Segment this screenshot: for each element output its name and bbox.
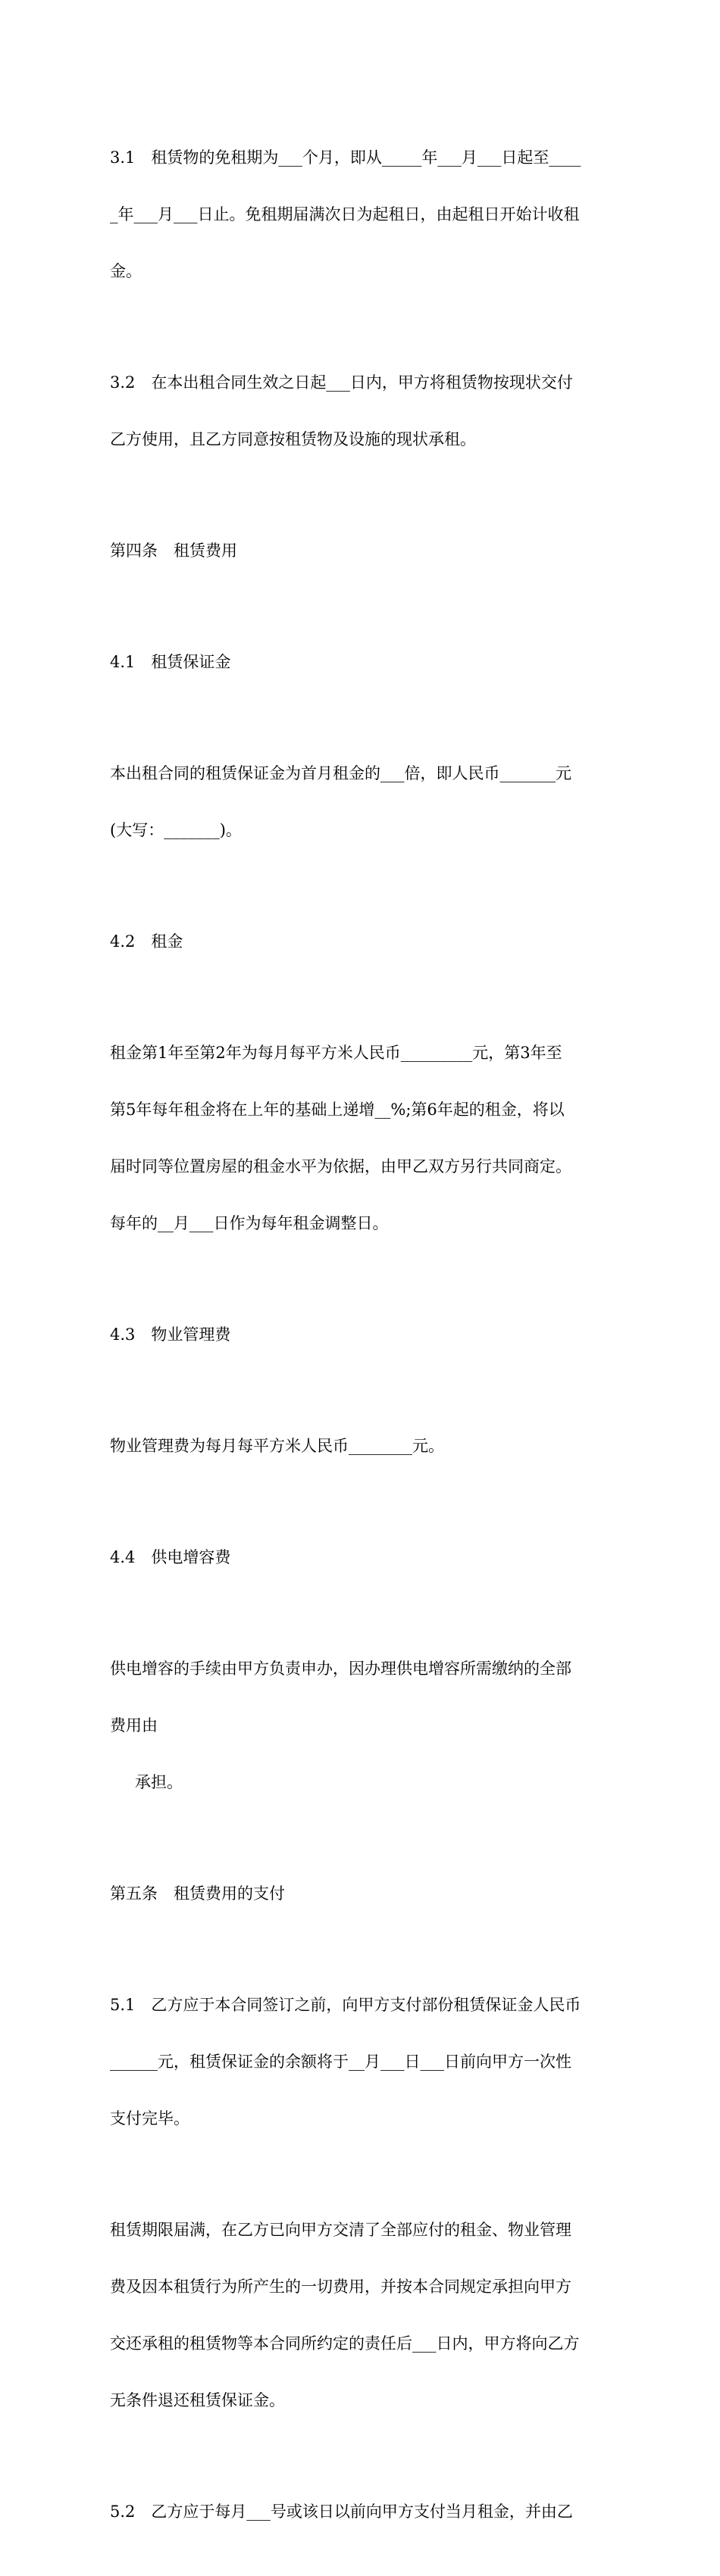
text-line: ______元，租赁保证金的余额将于__月___日___日前向甲方一次性 [110,2053,571,2071]
clause-4-1-heading [110,615,614,710]
text-line: 第5年每年租金将在上年的基础上递增__%;第6年起的租金，将以 [110,1101,565,1119]
heading-text: 4.2 租金 [110,932,183,951]
text-line: 届时同等位置房屋的租金水平为依据，由甲乙双方另行共同商定。 [110,1157,571,1176]
text-line: 费及因本租赁行为所产生的一切费用，并按本合同规定承担向甲方 [110,2278,571,2296]
document-body [110,111,614,2576]
text-line: 5.2 乙方应于每月___号或该日以前向甲方支付当月租金，并由乙 [110,2503,573,2521]
text-line: _年___月___日止。免租期届满次日为起租日，由起租日开始计收租 [110,205,580,223]
text-line: 物业管理费为每月每平方米人民币________元。 [110,1437,444,1455]
text-line: 承担。 [135,1773,183,1791]
text-line: 金。 [110,262,142,280]
clause-4-4-paragraph [110,1622,614,1830]
heading-text: 4.4 供电增容费 [110,1548,231,1566]
text-line: 租金第1年至第2年为每月每平方米人民币_________元，第3年至 [110,1044,562,1062]
heading-text: 4.1 租赁保证金 [110,653,231,671]
article-5-heading [110,1847,614,1941]
text-line: (大写：_______)。 [110,821,242,839]
text-line: 无条件退还租赁保证金。 [110,2391,285,2409]
clause-5-1-paragraph [110,1958,614,2166]
text-line: 3.1 租赁物的免租期为___个月，即从_____年___月___日起至____ [110,148,581,167]
clause-5-2-paragraph [110,2465,614,2559]
text-line: 供电增容的手续由甲方负责申办，因办理供电增容所需缴纳的全部 [110,1660,571,1678]
clause-4-3-paragraph [110,1399,614,1494]
clause-4-2-heading [110,895,614,989]
clause-3-1-paragraph [110,111,614,319]
heading-text: 第五条 租赁费用的支付 [110,1884,285,1903]
clause-3-2-paragraph [110,336,614,487]
article-4-heading [110,504,614,598]
text-line: 交还承租的租赁物等本合同所约定的责任后___日内，甲方将向乙方 [110,2334,580,2353]
text-line: 本出租合同的租赁保证金为首月租金的___倍，即人民币_______元 [110,764,571,782]
heading-text: 4.3 物业管理费 [110,1325,231,1344]
deposit-refund-paragraph [110,2183,614,2448]
heading-text: 第四条 租赁费用 [110,542,237,560]
clause-4-1-paragraph [110,726,614,878]
clause-4-2-paragraph [110,1006,614,1271]
text-line: 3.2 在本出租合同生效之日起___日内，甲方将租赁物按现状交付 [110,373,573,392]
text-line: 每年的__月___日作为每年租金调整日。 [110,1214,389,1232]
text-line: 乙方使用，且乙方同意按租赁物及设施的现状承租。 [110,430,476,448]
text-line: 支付完毕。 [110,2109,189,2128]
text-line: 5.1 乙方应于本合同签订之前，向甲方支付部份租赁保证金人民币 [110,1996,581,2014]
clause-4-3-heading [110,1288,614,1382]
clause-4-4-heading [110,1510,614,1605]
text-line: 租赁期限届满，在乙方已向甲方交清了全部应付的租金、物业管理 [110,2221,571,2239]
text-line: 费用由 [110,1716,158,1735]
